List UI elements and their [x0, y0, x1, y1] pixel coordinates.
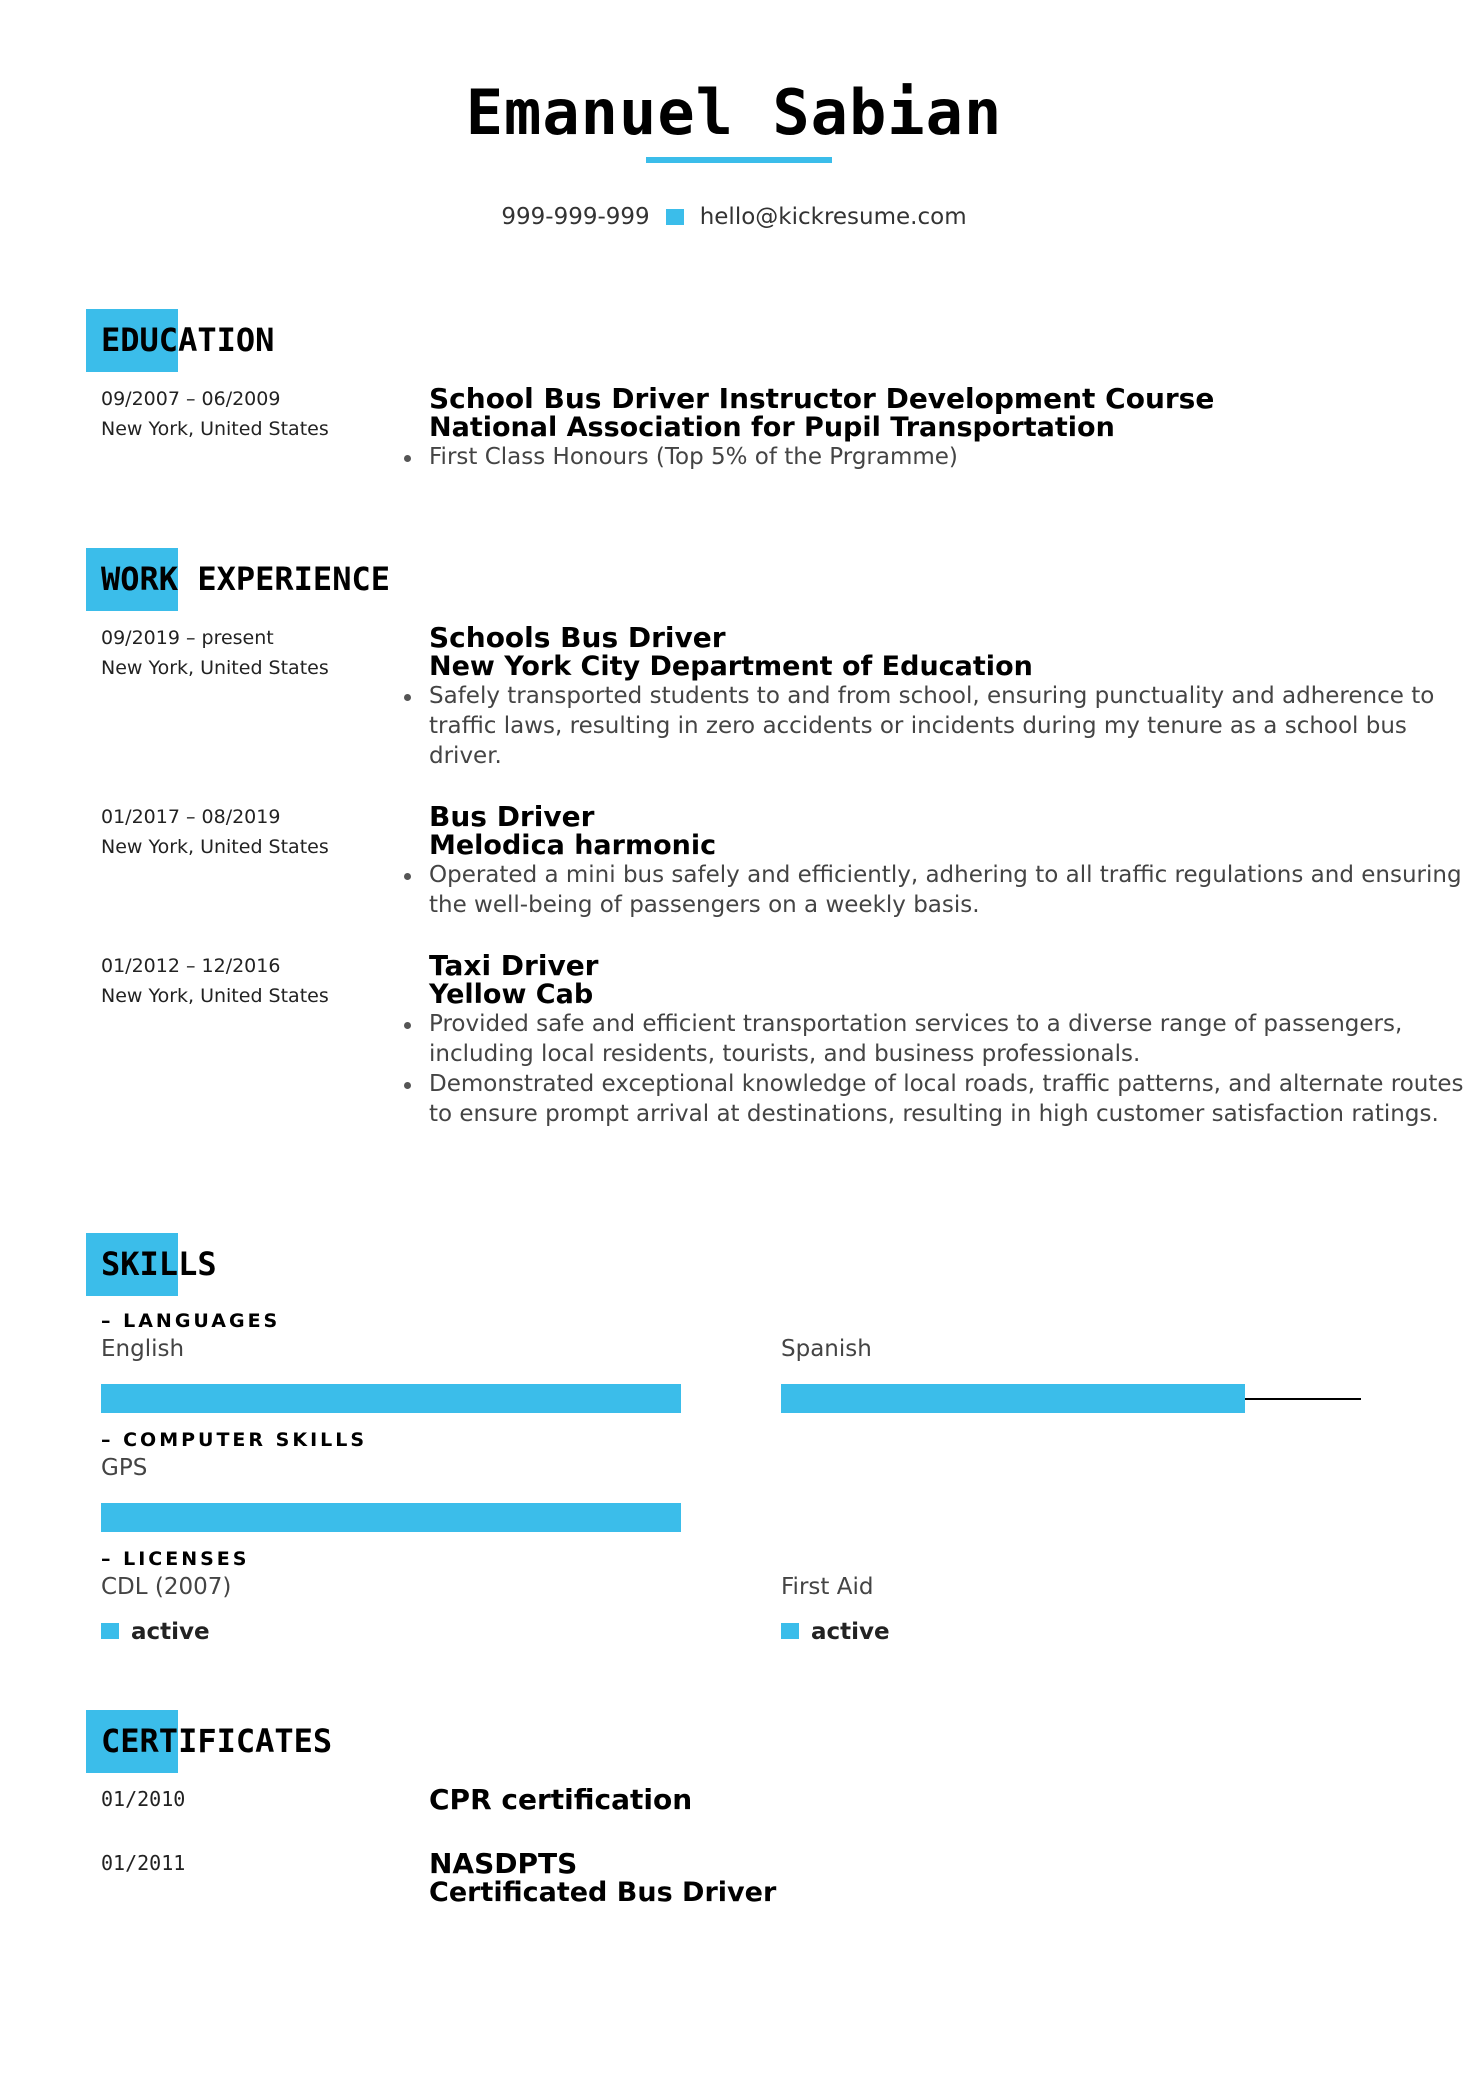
entry-title: Bus Driver	[429, 800, 595, 833]
section-title-certificates: CERTIFICATES	[101, 1722, 333, 1760]
certificate-title: NASDPTS	[429, 1847, 578, 1880]
certificate-entry	[429, 1849, 776, 1907]
license-name: CDL (2007)	[101, 1574, 232, 1600]
certificate-date: 01/2011	[101, 1851, 186, 1875]
status-square-icon	[781, 1623, 799, 1639]
entry-organization: Melodica harmonic	[429, 830, 717, 861]
skill-name: GPS	[101, 1455, 148, 1481]
bullet-list	[429, 860, 1468, 920]
entry-dates: 09/2007 – 06/2009	[101, 388, 281, 410]
email-address[interactable]: hello@kickresume.com	[699, 204, 967, 230]
contact-line	[0, 204, 1468, 230]
section-title-education: EDUCATION	[101, 321, 275, 359]
bullet-item: Provided safe and efficient transportation services to a diverse range of passengers, including local residents, tourists, and business professionals.	[429, 1009, 1468, 1069]
entry-dates: 01/2017 – 08/2019	[101, 806, 281, 828]
skill-name: Spanish	[781, 1336, 872, 1362]
entry-organization: New York City Department of Education	[429, 651, 1033, 682]
entry-title: School Bus Driver Instructor Development Course	[429, 382, 1215, 415]
skill-category-languages: – LANGUAGES	[101, 1310, 281, 1332]
bullet-list	[429, 681, 1468, 771]
license-status	[101, 1619, 210, 1645]
certificate-title: CPR certification	[429, 1783, 693, 1816]
skill-category-licenses: – LICENSES	[101, 1548, 250, 1570]
skill-name: English	[101, 1336, 185, 1362]
name-underline	[646, 157, 832, 163]
status-square-icon	[101, 1623, 119, 1639]
entry-location: New York, United States	[101, 836, 329, 858]
license-name: First Aid	[781, 1574, 874, 1600]
section-title-work: WORK EXPERIENCE	[101, 560, 390, 598]
skill-level-bar	[101, 1503, 681, 1532]
status-text: active	[131, 1619, 210, 1645]
entry-title: Schools Bus Driver	[429, 621, 726, 654]
entry-dates: 09/2019 – present	[101, 627, 274, 649]
certificate-subtitle: Certificated Bus Driver	[429, 1877, 777, 1908]
bullet-list	[429, 442, 1468, 472]
skill-level-fill	[101, 1384, 681, 1413]
entry-title: Taxi Driver	[429, 949, 599, 982]
certificate-date: 01/2010	[101, 1787, 186, 1811]
skill-level-bar	[781, 1384, 1361, 1413]
section-title-skills: SKILLS	[101, 1245, 217, 1283]
entry-location: New York, United States	[101, 418, 329, 440]
bullet-item: First Class Honours (Top 5% of the Prgramme)	[429, 442, 1468, 472]
entry-organization: Yellow Cab	[429, 979, 594, 1010]
bullet-item: Demonstrated exceptional knowledge of local roads, traffic patterns, and alternate routes to ensure prompt arrival at destinations, resulting in high customer satisfaction ratings.	[429, 1069, 1468, 1129]
entry-location: New York, United States	[101, 985, 329, 1007]
entry-location: New York, United States	[101, 657, 329, 679]
skill-level-bar	[101, 1384, 681, 1413]
separator-square-icon	[666, 209, 684, 225]
license-status	[781, 1619, 890, 1645]
bullet-list	[429, 1009, 1468, 1129]
bullet-item: Operated a mini bus safely and efficiently, adhering to all traffic regulations and ensuring the well-being of passengers on a weekly basis.	[429, 860, 1468, 920]
skill-level-track	[1245, 1398, 1361, 1400]
skill-level-fill	[781, 1384, 1245, 1413]
entry-dates: 01/2012 – 12/2016	[101, 955, 281, 977]
entry-organization: National Association for Pupil Transportation	[429, 412, 1115, 443]
skill-category-computer: – COMPUTER SKILLS	[101, 1429, 368, 1451]
phone-number: 999-999-999	[501, 204, 650, 230]
candidate-name: Emanuel Sabian	[465, 76, 1003, 149]
status-text: active	[811, 1619, 890, 1645]
skill-level-fill	[101, 1503, 681, 1532]
bullet-item: Safely transported students to and from school, ensuring punctuality and adherence to traffic laws, resulting in zero accidents or incidents during my tenure as a school bus driver.	[429, 681, 1468, 771]
